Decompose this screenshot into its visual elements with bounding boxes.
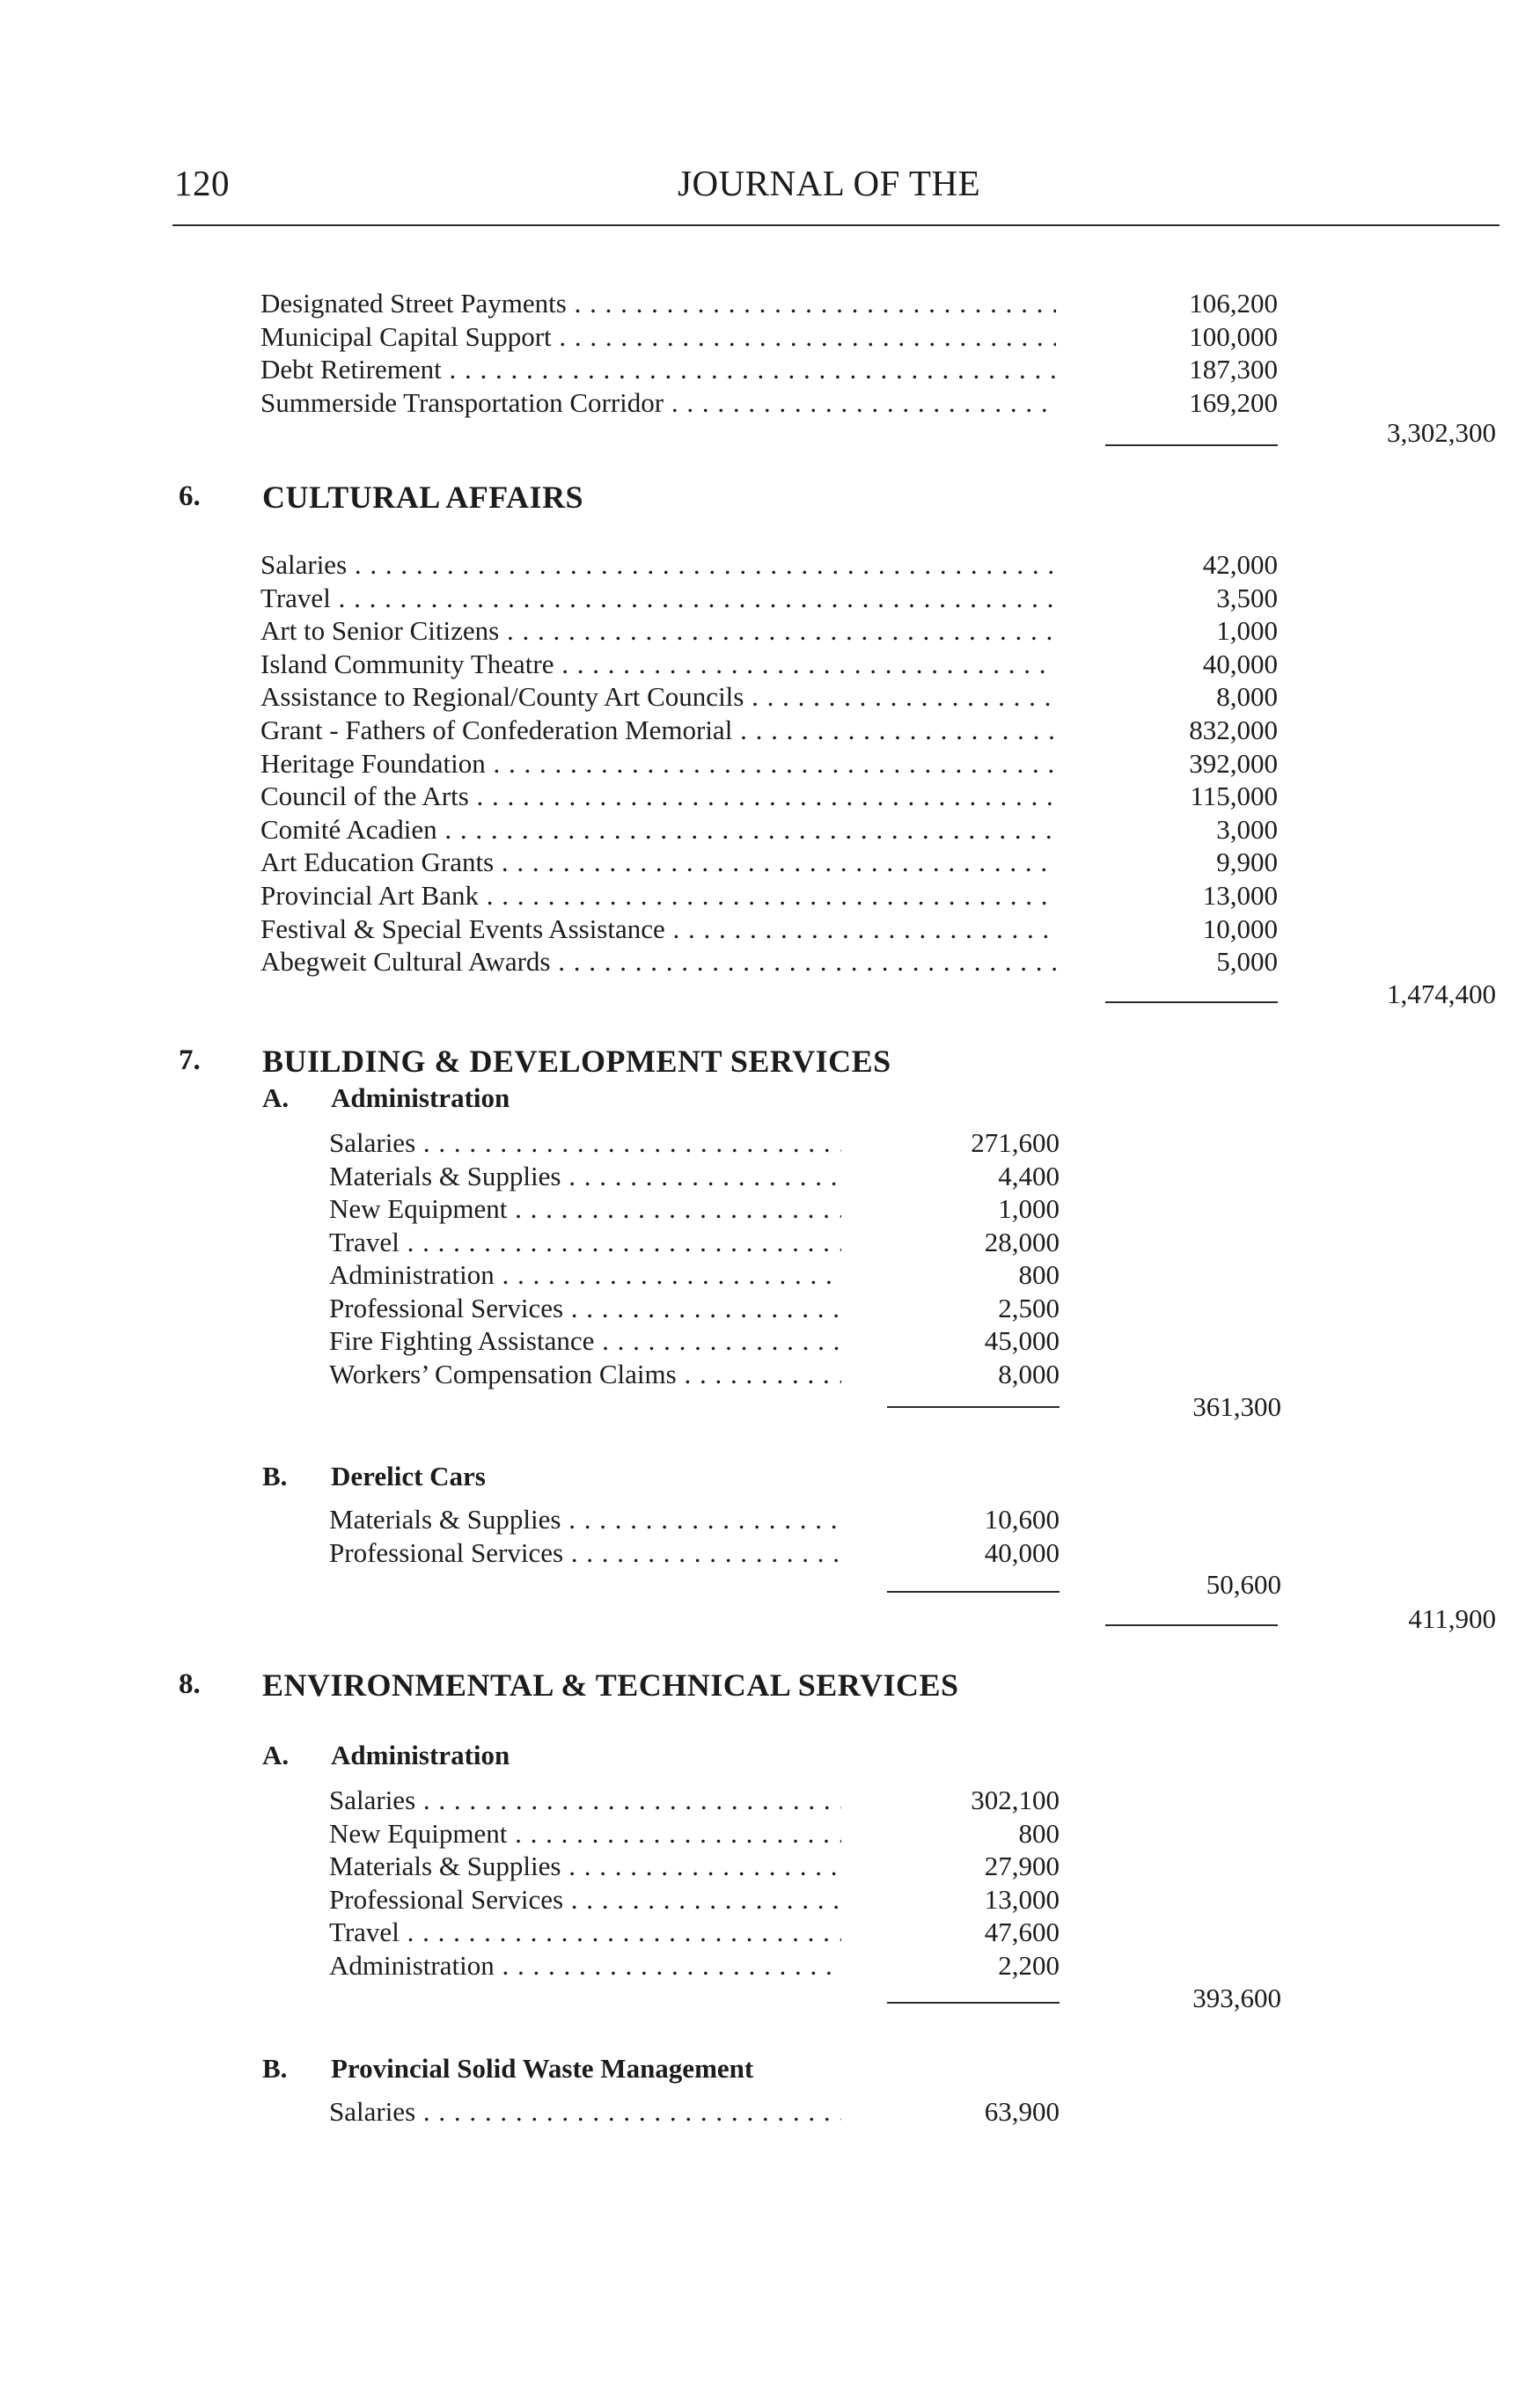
line-item	[329, 1226, 1060, 1259]
line-item	[329, 1784, 1060, 1817]
line-item-value: 63,900	[984, 2096, 1060, 2127]
line-item	[329, 1292, 1060, 1325]
section-7b-title: Derelict Cars	[331, 1461, 486, 1492]
line-item-value: 10,600	[984, 1504, 1060, 1535]
line-item-value: 2,500	[998, 1292, 1060, 1323]
line-item-label: Comité Acadien . . .	[260, 813, 1056, 847]
line-item	[260, 912, 1278, 946]
line-item	[329, 1160, 1060, 1193]
line-item-label: Abegweit Cultural Awards . . .	[260, 945, 1056, 978]
section-8b-title: Provincial Solid Waste Management	[331, 2053, 754, 2084]
page-number: 120	[174, 163, 230, 203]
line-item-label: Materials & Supplies . . .	[329, 1850, 841, 1883]
line-item-value: 187,300	[1189, 354, 1278, 385]
top-block-rule	[1105, 444, 1278, 446]
line-item-value: 13,000	[1202, 880, 1278, 911]
line-item	[329, 1324, 1060, 1358]
line-item	[329, 1503, 1060, 1536]
line-item	[260, 320, 1278, 354]
line-item	[329, 1949, 1060, 1983]
section-7b-subtotal: 50,600	[1206, 1569, 1281, 1600]
line-item-value: 28,000	[984, 1226, 1060, 1257]
line-item-label: Travel . . .	[329, 1916, 841, 1949]
line-item-label: New Equipment . . .	[329, 1817, 841, 1851]
line-item	[260, 386, 1278, 420]
line-item	[329, 1258, 1060, 1292]
line-item-label: Travel . . .	[329, 1226, 841, 1259]
line-item-value: 115,000	[1190, 781, 1278, 812]
line-item	[260, 747, 1278, 781]
line-item-value: 271,600	[971, 1127, 1060, 1158]
line-item-label: New Equipment . . .	[329, 1192, 841, 1226]
line-item	[329, 1850, 1060, 1883]
line-item-value: 3,500	[1216, 582, 1278, 613]
section-7-title: BUILDING & DEVELOPMENT SERVICES	[262, 1044, 891, 1079]
line-item-label: Professional Services . . .	[329, 1883, 841, 1917]
section-6-rule	[1105, 1001, 1278, 1003]
section-6-title: CULTURAL AFFAIRS	[262, 480, 584, 515]
line-item-value: 1,000	[1216, 615, 1278, 647]
line-item	[260, 780, 1278, 813]
line-item	[329, 1536, 1060, 1570]
line-item-value: 40,000	[1202, 648, 1278, 679]
line-item-label: Workers’ Compensation Claims . . .	[329, 1358, 841, 1391]
line-item-value: 100,000	[1189, 320, 1278, 352]
section-6-total: 1,474,400	[1387, 978, 1496, 1009]
line-item-value: 832,000	[1189, 715, 1278, 745]
line-item-value: 47,600	[984, 1917, 1060, 1947]
line-item	[260, 846, 1278, 879]
section-8a-rule	[887, 2002, 1060, 2004]
line-item	[329, 1916, 1060, 1949]
line-item-label: Assistance to Regional/County Art Councils . . .	[260, 680, 1056, 714]
line-item	[260, 287, 1278, 320]
section-8-number: 8.	[179, 1668, 201, 1700]
line-item-label: Salaries . . .	[329, 1784, 841, 1817]
line-item-value: 8,000	[998, 1358, 1060, 1389]
section-7-total: 411,900	[1408, 1603, 1496, 1634]
line-item-value: 169,200	[1189, 386, 1278, 418]
line-item-value: 42,000	[1202, 549, 1278, 580]
line-item-label: Municipal Capital Support . . .	[260, 320, 1056, 354]
section-7b-letter: B.	[262, 1461, 288, 1492]
line-item-label: Salaries . . .	[329, 1126, 841, 1160]
line-item	[329, 1358, 1060, 1391]
header-rule	[172, 224, 1500, 226]
line-item-label: Materials & Supplies . . .	[329, 1160, 841, 1193]
line-item-label: Materials & Supplies . . .	[329, 1503, 841, 1536]
line-item-label: Art to Senior Citizens . . .	[260, 614, 1056, 648]
line-item-label: Administration . . .	[329, 1949, 841, 1983]
line-item-value: 10,000	[1202, 912, 1278, 944]
section-7b-rule	[887, 1591, 1060, 1593]
line-item-value: 2,200	[998, 1949, 1060, 1981]
section-7-number: 7.	[179, 1044, 201, 1076]
line-item-label: Salaries . . .	[329, 2095, 841, 2129]
line-item-label: Administration . . .	[329, 1258, 841, 1292]
section-7a-letter: A.	[262, 1082, 290, 1113]
line-item-label: Professional Services . . .	[329, 1536, 841, 1570]
line-item-label: Council of the Arts . . .	[260, 780, 1056, 813]
line-item-value: 3,000	[1216, 813, 1278, 845]
line-item	[260, 714, 1278, 747]
line-item	[260, 614, 1278, 648]
line-item-value: 106,200	[1189, 288, 1278, 319]
top-block-total: 3,302,300	[1387, 417, 1496, 448]
section-8a-title: Administration	[331, 1740, 510, 1770]
section-8b-letter: B.	[262, 2053, 288, 2084]
line-item	[329, 1192, 1060, 1226]
line-item-value: 45,000	[984, 1325, 1060, 1356]
line-item-label: Travel . . .	[260, 582, 1056, 615]
line-item-value: 800	[1018, 1817, 1060, 1849]
section-6-number: 6.	[179, 480, 201, 512]
line-item-value: 800	[1018, 1259, 1060, 1290]
line-item	[329, 1126, 1060, 1160]
line-item-label: Summerside Transportation Corridor . . .	[260, 386, 1056, 420]
line-item	[329, 1883, 1060, 1917]
line-item-label: Fire Fighting Assistance . . .	[329, 1324, 841, 1358]
line-item	[260, 945, 1278, 978]
line-item-value: 5,000	[1216, 946, 1278, 978]
line-item-value: 13,000	[984, 1883, 1060, 1915]
line-item-label: Designated Street Payments . . .	[260, 287, 1056, 320]
section-7a-title: Administration	[331, 1082, 510, 1113]
line-item	[329, 1817, 1060, 1851]
line-item-label: Grant - Fathers of Confederation Memorial . . .	[260, 714, 1056, 747]
line-item	[260, 353, 1278, 386]
line-item-value: 40,000	[984, 1536, 1060, 1568]
section-7a-rule	[887, 1406, 1060, 1408]
line-item-value: 392,000	[1189, 747, 1278, 779]
section-8a-letter: A.	[262, 1740, 290, 1770]
line-item	[260, 648, 1278, 681]
line-item-label: Festival & Special Events Assistance . . .	[260, 912, 1056, 946]
section-7-rule	[1105, 1624, 1278, 1626]
line-item-value: 27,900	[984, 1851, 1060, 1881]
line-item	[260, 582, 1278, 615]
line-item-label: Island Community Theatre . . .	[260, 648, 1056, 681]
line-item-label: Provincial Art Bank . . .	[260, 879, 1056, 912]
line-item-value: 4,400	[998, 1160, 1060, 1191]
line-item-value: 8,000	[1216, 681, 1278, 713]
line-item-label: Salaries . . .	[260, 548, 1056, 582]
line-item	[260, 813, 1278, 847]
line-item-value: 1,000	[998, 1193, 1060, 1224]
running-title: JOURNAL OF THE	[678, 163, 981, 203]
line-item-value: 9,900	[1216, 847, 1278, 878]
section-7a-subtotal: 361,300	[1192, 1391, 1281, 1422]
line-item	[260, 548, 1278, 582]
section-8a-subtotal: 393,600	[1192, 1983, 1281, 2013]
line-item-value: 302,100	[971, 1785, 1060, 1815]
line-item-label: Professional Services . . .	[329, 1292, 841, 1325]
line-item-label: Art Education Grants . . .	[260, 846, 1056, 879]
line-item-label: Debt Retirement . . .	[260, 353, 1056, 386]
line-item	[260, 879, 1278, 912]
section-8-title: ENVIRONMENTAL & TECHNICAL SERVICES	[262, 1667, 959, 1703]
line-item-label: Heritage Foundation . . .	[260, 747, 1056, 781]
line-item	[329, 2095, 1060, 2129]
line-item	[260, 680, 1278, 714]
